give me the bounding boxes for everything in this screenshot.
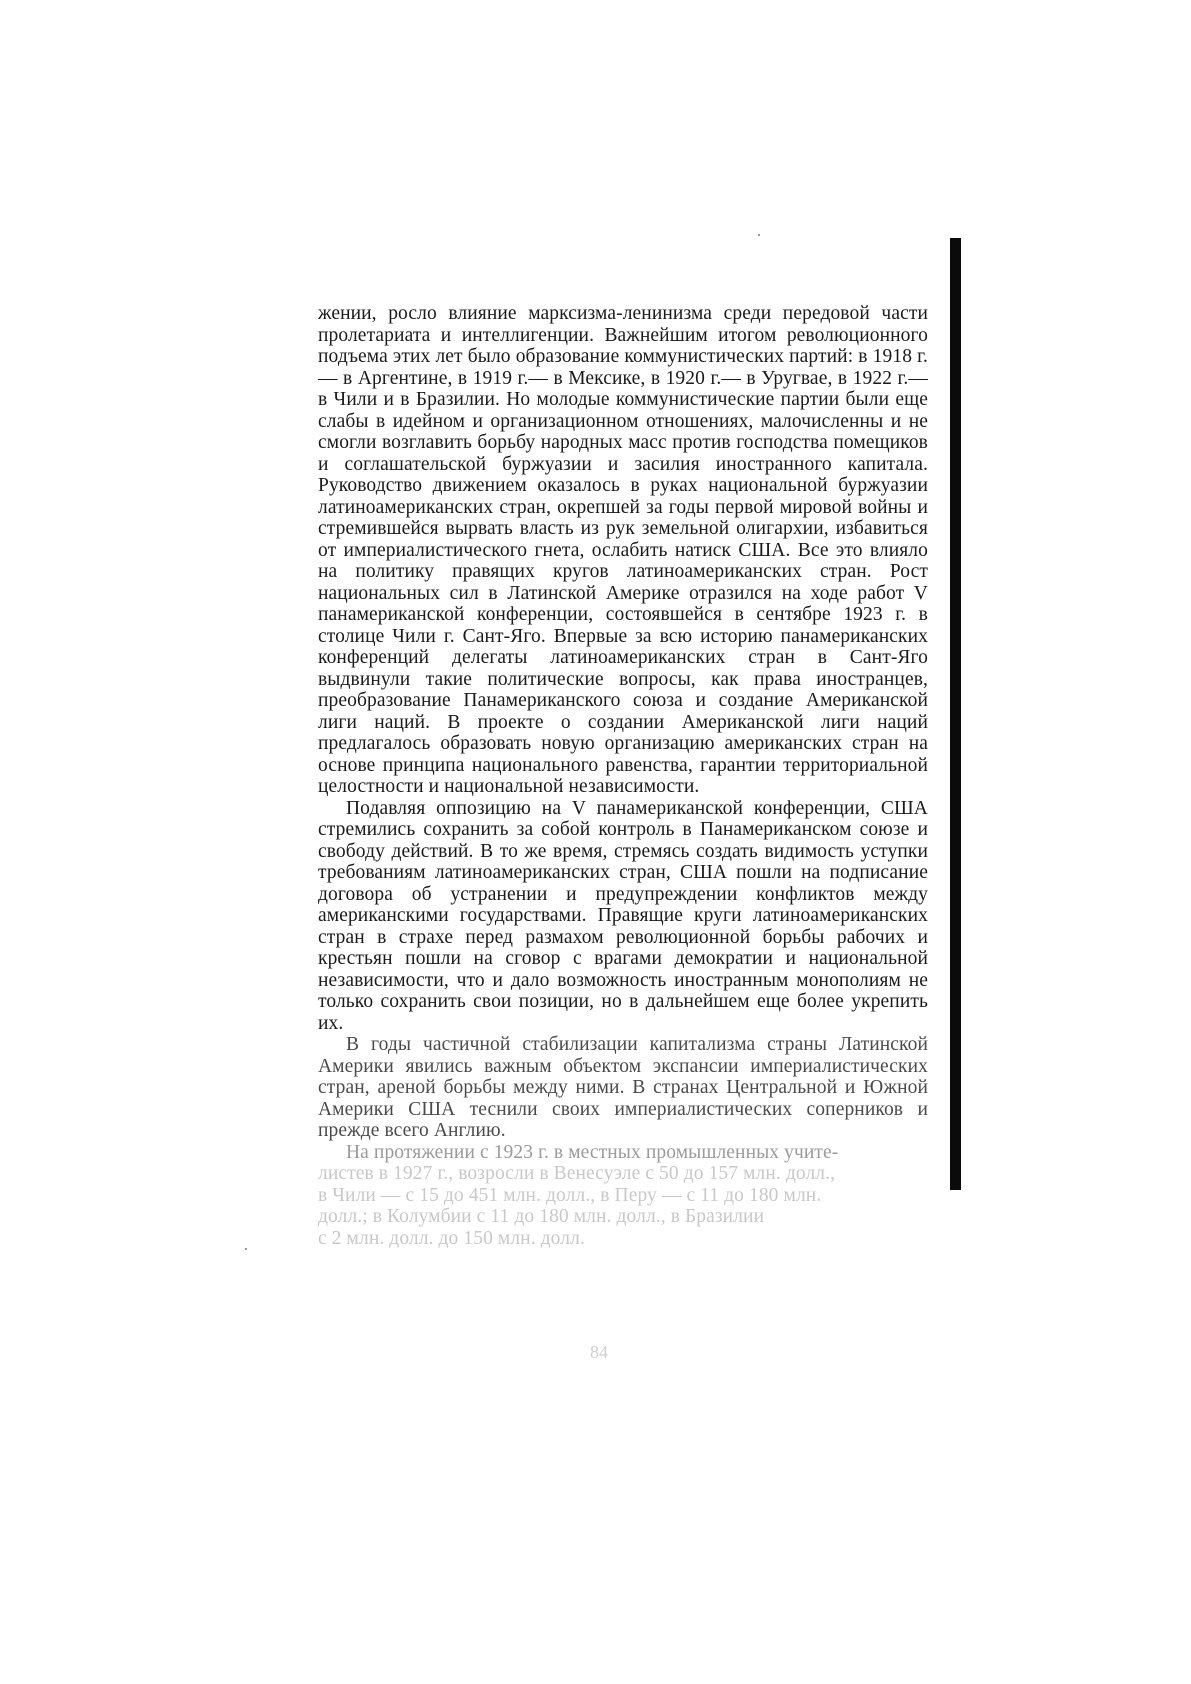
scan-speck: [758, 234, 760, 236]
paragraph-1: жении, росло влияние марксизма-ленинизма среди передовой части пролетариата и интеллигенции. Важнейшим итогом революционного подъема этих лет было образование коммунистических партий: в 1918 г.— в Аргентине, в 1919 г.— в Мексике, в 1920 г.— в Уругвае, в 1922 г.— в Чили и в Бразилии. Но молодые коммунистические партии были еще слабы в идейном и организационном отношениях, малочисленны и не смогли возглавить борьбу народных масс против господства помещиков и соглашательской буржуазии и засилия иностранного капитала. Руководство движением оказалось в руках национальной буржуазии латиноамериканских стран, окрепшей за годы первой мировой войны и стремившейся вырвать власть из рук земельной олигархии, избавиться от империалистического гнета, ослабить натиск США. Все это влияло на политику правящих кругов латиноамериканских стран. Рост национальных сил в Латинской Америке отразился на ходе работ V панамериканской конференции, состоявшейся в сентябре 1923 г. в столице Чили г. Сант-Яго. Впервые за всю историю панамериканских конференций делегаты латиноамериканских стран в Сант-Яго выдвинули такие политические вопросы, как права иностранцев, преобразование Панамериканского союза и создание Американской лиги наций. В проекте о создании Американской лиги наций предлагалось образовать новую организацию американских стран на основе принципа национального равенства, гарантии территориальной целостности и национальной независимости.: [318, 303, 928, 797]
faded-line: в Чили — с 15 до 451 млн. долл., в Перу — с 11 до 180 млн.: [318, 1184, 822, 1206]
page-text: [318, 303, 928, 1249]
faded-paragraph: [318, 1142, 928, 1164]
faded-line: с 2 млн. долл. до 150 млн. долл.: [318, 1227, 585, 1249]
faded-line: листев в 1927 г., возросли в Венесуэле с 50 до 157 млн. долл.,: [318, 1163, 836, 1184]
paragraph-2: Подавляя оппозицию на V панамериканской конференции, США стремились сохранить за собой контроль в Панамериканском союзе и свободу действий. В то же время, стремясь создать видимость уступки требованиям латиноамериканских стран, США пошли на подписание договора об устранении и предупреждении конфликтов между американскими государствами. Правящие круги латиноамериканских стран в страхе перед размахом революционной борьбы рабочих и крестьян пошли на сговор с врагами демократии и национальной независимости, что и дало возможность иностранным монополиям не только сохранить свои позиции, но в дальнейшем еще более укрепить их.: [318, 797, 928, 1034]
scan-speck: [245, 1248, 247, 1250]
faded-line: долл.; в Колумбии с 11 до 180 млн. долл., в Бразилии: [318, 1206, 765, 1227]
faded-line: На протяжении с 1923 г. в местных промышленных учите-: [346, 1141, 839, 1163]
scan-border-shadow: [950, 238, 961, 1190]
page-number: 84: [590, 1342, 608, 1362]
paragraph-3: В годы частичной стабилизации капитализма страны Латинской Америки явились важным объектом экспансии империалистических стран, ареной борьбы между ними. В странах Центральной и Южной Америки США теснили своих империалистических соперников и прежде всего Англию.: [318, 1034, 928, 1141]
